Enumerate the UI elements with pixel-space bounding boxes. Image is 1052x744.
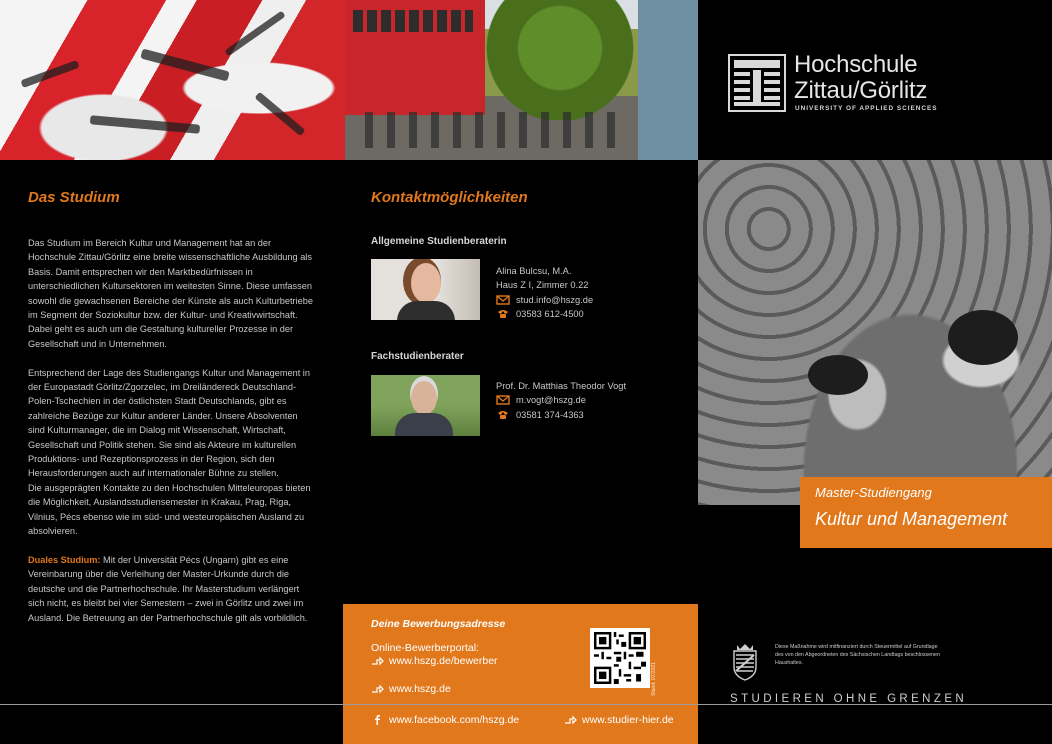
portal-link-text[interactable]: www.hszg.de/bewerber <box>389 655 498 667</box>
program-title-box <box>800 477 1052 548</box>
contact-phone[interactable]: 03581 374-4363 <box>516 409 584 420</box>
studium-heading: Das Studium <box>28 189 120 206</box>
funding-notice: Diese Maßnahme wird mitfinanziert durch Steuermittel auf Grundlage des von den Abgeordneten des Sächsischen Landtags beschlossenen Haushaltes. <box>775 644 940 666</box>
performers-photo <box>698 160 1052 505</box>
facebook-link[interactable] <box>371 714 519 726</box>
application-box <box>343 604 698 744</box>
application-title: Deine Bewerbungsadresse <box>371 618 506 630</box>
arrow-link-icon <box>371 684 384 694</box>
coat-of-arms-icon <box>728 643 762 681</box>
contact-email-link[interactable]: stud.info@hszg.de <box>516 294 594 305</box>
studium-paragraph-3: Die ausgeprägten Kontakte zu den Hochschulen Mitteleuropas bieten die Möglichkeit, Auslandsstudiensemester in Krakau, Prag, Riga, Vilnius, Pécs ebenso wie im süd- und westeuropäischen Ausland zu absolvieren. <box>28 482 311 537</box>
dual-study-text: Mit der Universität Pécs (Ungarn) gibt es eine Vereinbarung über die Verleihung der Master-Urkunde durch die deutsche und die Partnerhochschule. Ihr Masterstudium verlängert sich nicht, es bleibt bei vier Semestern – zwei in Görlitz und zwei im Ausland. Die Betreuung an der Partnerhochschule gilt als vorbildlich. <box>28 554 308 623</box>
qr-code[interactable] <box>590 628 650 688</box>
logo-subtitle: UNIVERSITY OF APPLIED SCIENCES <box>795 105 938 112</box>
logo-mark-icon <box>728 54 786 112</box>
studium-text <box>28 236 316 639</box>
facebook-link-text[interactable]: www.facebook.com/hszg.de <box>389 714 520 726</box>
studier-hier-link-text[interactable]: www.studier-hier.de <box>582 714 674 726</box>
facebook-icon <box>371 715 384 725</box>
university-logo <box>728 52 938 114</box>
studier-hier-link[interactable] <box>564 714 674 726</box>
website-link-text[interactable]: www.hszg.de <box>389 683 451 695</box>
general-advisor-heading: Allgemeine Studienberaterin <box>371 236 507 247</box>
studium-paragraph-2: Entsprechend der Lage des Studiengangs Kultur und Management in der Europastadt Görlitz/Zgorzelec, im Dreiländereck Deutschland-Polen-Tschechien in der östlichsten Stadt Deutschlands, gibt es zahlreiche Bezüge zur Kultur anderer Länder. Unsere Absolventen sind Kulturmanager, die im Dialog mit Wissenschaft, Wirtschaft, Gesellschaft und Politik stehen. Sie sind als Akteure im kulturellen Produktions- und Rezeptionsprozess in der Region, sich den Herausforderungen auch auf internationaler Bühne zu stellen. <box>28 367 310 479</box>
studium-paragraph-4 <box>28 553 316 625</box>
slogan: STUDIEREN OHNE GRENZEN <box>730 693 968 705</box>
portal-label: Online-Bewerberportal: <box>371 642 479 654</box>
portal-link[interactable] <box>371 655 498 667</box>
contact-name: Prof. Dr. Matthias Theodor Vogt <box>496 381 627 391</box>
contact-phone[interactable]: 03583 612-4500 <box>516 308 584 319</box>
arrow-link-icon <box>564 715 577 725</box>
dual-study-label: Duales Studium: <box>28 554 101 565</box>
contact-room: Haus Z I, Zimmer 0.22 <box>496 280 589 291</box>
art-photo <box>0 0 345 160</box>
print-date: Stand: 07/2021 <box>651 662 657 696</box>
phone-icon <box>496 410 510 420</box>
mail-icon <box>496 395 510 405</box>
contact-card-2 <box>496 379 626 422</box>
mail-icon <box>496 295 510 305</box>
program-type: Master-Studiengang <box>815 485 932 500</box>
logo-line1: Hochschule <box>794 51 918 78</box>
contact-name: Alina Bulcsu, M.A. <box>496 266 572 276</box>
advisor-portrait-2 <box>371 375 480 436</box>
program-name: Kultur und Management <box>815 509 1008 529</box>
website-link[interactable] <box>371 683 451 695</box>
qr-code-pattern <box>594 632 646 684</box>
arrow-link-icon <box>371 656 384 666</box>
studium-paragraph-1: Das Studium im Bereich Kultur und Management hat an der Hochschule Zittau/Görlitz eine breite wissenschaftliche Ausbildung als Basis. Damit entsprechen wir den Marktbedürfnissen in unterschiedlichen Kultursektoren im weitesten Sinne. Diese umfassen sowohl die gewachsenen Bereiche der Künste als auch Kulturbetriebe im Segment der Soziokultur bzw. der Kultur- und Kreativwirtschaft. Dabei geht es auch um die Gestaltung kultureller Prozesse in der Gesellschaft und in Unternehmen. <box>28 238 313 349</box>
contact-email-link[interactable]: m.vogt@hszg.de <box>516 395 586 406</box>
campus-photo <box>345 0 698 160</box>
advisor-portrait-1 <box>371 259 480 320</box>
subject-advisor-heading: Fachstudienberater <box>371 351 464 362</box>
kontakt-heading: Kontaktmöglichkeiten <box>371 189 528 206</box>
contact-card-1 <box>496 264 593 321</box>
phone-icon <box>496 309 510 319</box>
logo-line2: Zittau/Görlitz <box>794 77 928 104</box>
